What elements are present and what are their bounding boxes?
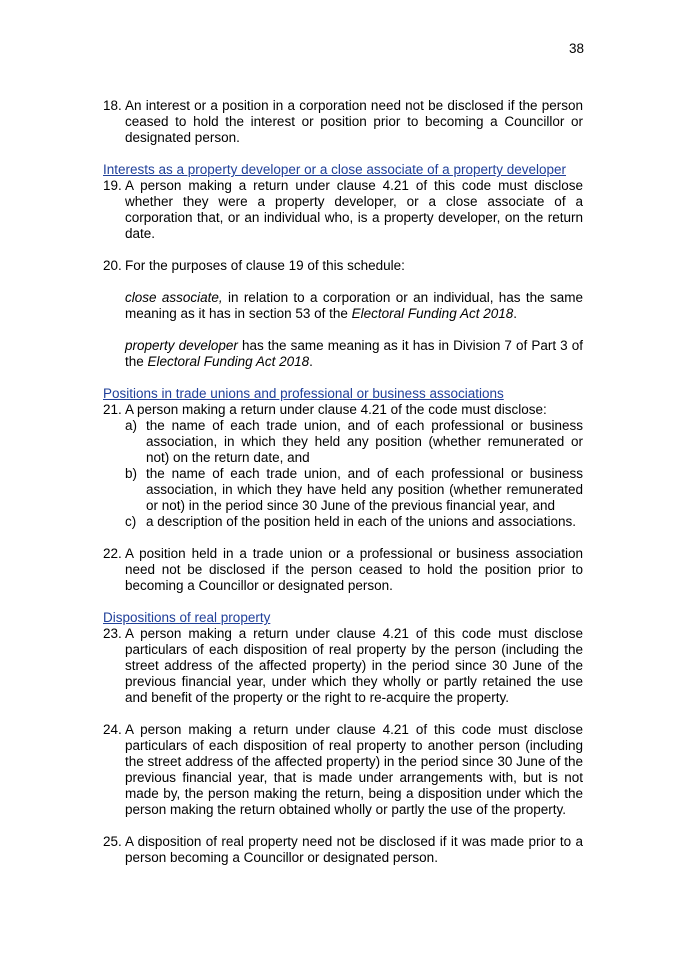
clause-18: [103, 98, 583, 146]
act-name: Electoral Funding Act 2018: [351, 306, 514, 321]
clause-text: A person making a return under clause 4.21 of this code must disclose particulars of each disposition of real property to another person (including the street address of the affected property) in the period since 30 June of the previous financial year, that is made under arrangements with, but is not made by, the person making the return, being a disposition under which the person making the return obtained wholly or partly the use of the property.: [125, 722, 583, 817]
list-item-text: a description of the position held in each of the unions and associations.: [146, 514, 577, 529]
clause-number: 19.: [103, 178, 122, 193]
list-item-text: the name of each trade union, and of each professional or business association, in which they held any position (whether remunerated or not) on the return date, and: [146, 418, 583, 465]
definition-text: in relation to a corporation or an individual, has the same meaning as it has in section 53 of the: [125, 290, 583, 321]
definition-end: .: [513, 306, 518, 321]
clause-23: [103, 626, 583, 706]
section-heading-trade-unions: Positions in trade unions and professional or business associations: [103, 386, 504, 401]
defined-term: property developer: [125, 338, 238, 353]
list-item-letter: b): [125, 466, 138, 481]
section-heading-dispositions: Dispositions of real property: [103, 610, 271, 625]
clause-text: A person making a return under clause 4.21 of this code must disclose whether they were a property developer, or a close associate of a corporation that, or an individual who, is a property developer, on the return date.: [125, 178, 583, 241]
clause-text: A person making a return under clause 4.21 of the code must disclose:: [125, 402, 547, 417]
clause-text: For the purposes of clause 19 of this schedule:: [125, 258, 405, 273]
list-item-letter: c): [125, 514, 137, 529]
clause-number: 18.: [103, 98, 122, 113]
clause-number: 22.: [103, 546, 122, 561]
list-item-letter: a): [125, 418, 138, 433]
clause-text: A disposition of real property need not be disclosed if it was made prior to a person becoming a Councillor or designated person.: [125, 834, 583, 865]
defined-term: close associate,: [125, 290, 223, 305]
clause-number: 23.: [103, 626, 122, 641]
clause-21: [103, 402, 583, 530]
page-number: 38: [568, 41, 584, 56]
list-item: [125, 466, 583, 514]
clause-24: [103, 722, 583, 818]
clause-number: 24.: [103, 722, 122, 737]
definition-close-associate: [125, 290, 583, 322]
definition-text: has the same meaning as it has in Division 7 of Part 3 of the: [125, 338, 583, 369]
clause-text: A person making a return under clause 4.21 of this code must disclose particulars of each disposition of real property by the person (including the street address of the affected property) in the period since 30 June of the previous financial year, under which they wholly or partly retained the use and benefit of the property or the right to re-acquire the property.: [125, 626, 583, 705]
list-item: [125, 418, 583, 466]
list-item: [125, 514, 583, 530]
clause-number: 21.: [103, 402, 122, 417]
document-body: [103, 98, 583, 866]
section-heading-property-developer: Interests as a property developer or a close associate of a property developer: [103, 162, 567, 177]
clause-number: 25.: [103, 834, 122, 849]
clause-number: 20.: [103, 258, 122, 273]
definition-property-developer: [125, 338, 583, 370]
clause-19: [103, 178, 583, 242]
clause-text: An interest or a position in a corporation need not be disclosed if the person ceased to hold the interest or position prior to becoming a Councillor or designated person.: [125, 98, 583, 145]
clause-22: [103, 546, 583, 594]
list-item-text: the name of each trade union, and of each professional or business association, in which they have held any position (whether remunerated or not) in the period since 30 June of the previous financial year, and: [146, 466, 583, 513]
clause-25: [103, 834, 583, 866]
clause-text: A position held in a trade union or a professional or business association need not be disclosed if the person ceased to hold the position prior to becoming a Councillor or designated person.: [125, 546, 583, 593]
definition-end: .: [309, 354, 313, 369]
act-name: Electoral Funding Act 2018: [147, 354, 310, 369]
clause-20: [103, 258, 583, 370]
